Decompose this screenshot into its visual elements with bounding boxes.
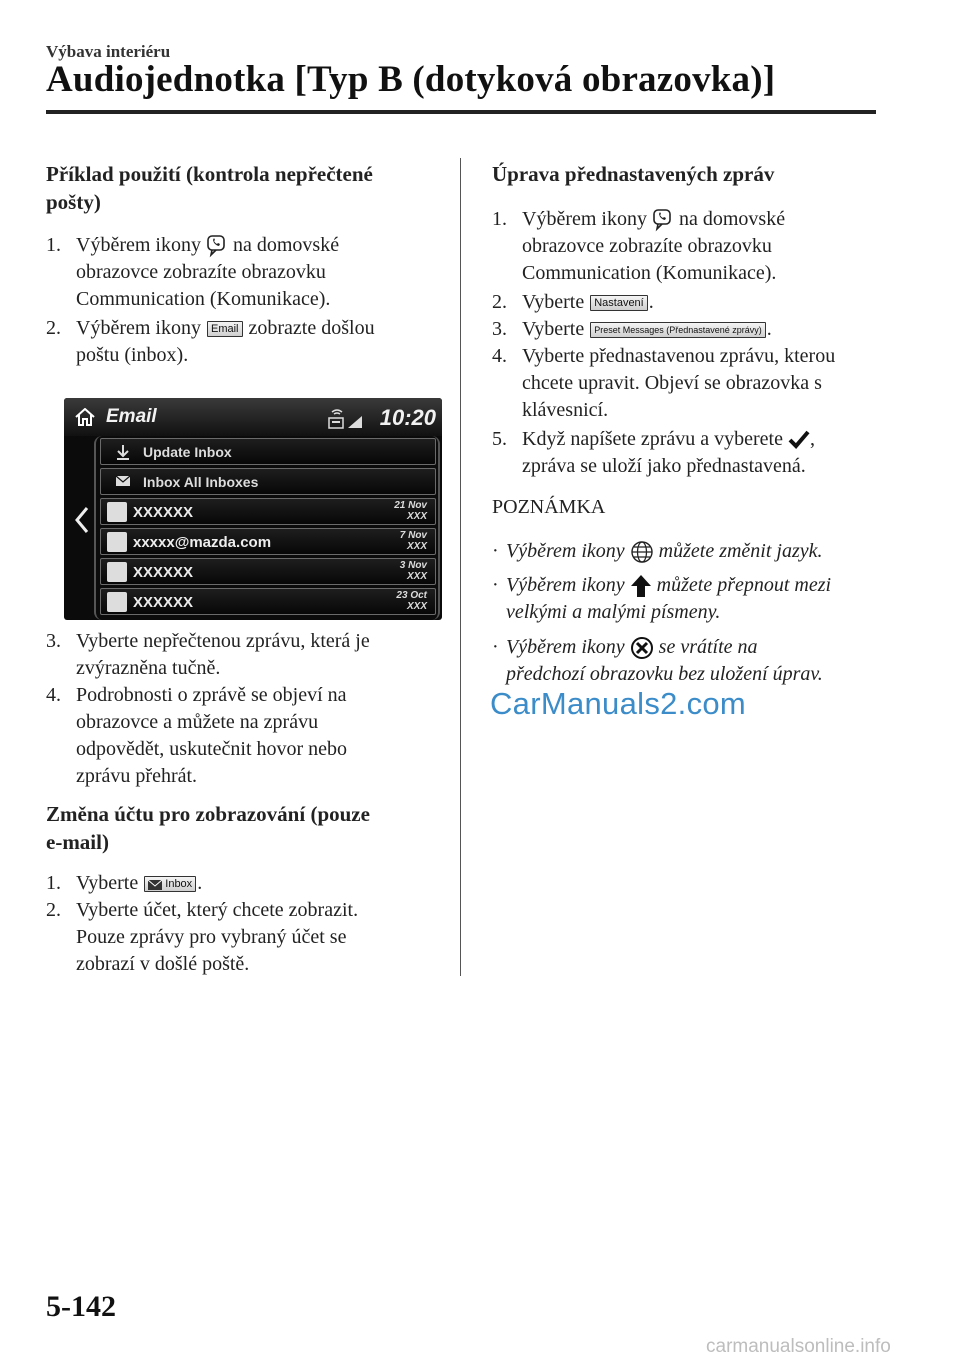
email-list	[100, 438, 436, 616]
home-icon[interactable]	[74, 408, 96, 426]
step-3-right: 3. Vyberte Preset Messages (Přednastavené zprávy) .	[492, 318, 772, 340]
watermark: CarManuals2.com	[490, 686, 747, 721]
update-inbox-row[interactable]: Update Inbox	[100, 438, 436, 465]
contact-avatar-icon	[107, 562, 127, 582]
settings-button[interactable]: Nastavení	[590, 295, 648, 311]
envelope-icon	[148, 880, 162, 890]
page-title: Audiojednotka [Typ B (dotyková obrazovka)]	[46, 59, 776, 100]
heading-unread-mail: Příklad použití (kontrola nepřečtené pošty)	[46, 162, 373, 214]
column-divider	[460, 158, 461, 976]
contact-avatar-icon	[107, 592, 127, 612]
envelope-icon	[115, 474, 131, 488]
message-row[interactable]: XXXXXX 23 Oct XXX	[100, 588, 436, 615]
step-3-left: 3. Vyberte nepřečtenou zprávu, která je zvýrazněna tučně.	[46, 630, 370, 679]
note-cancel: · Výběrem ikony se vrátíte na předchozí obrazovku bez uložení úprav.	[492, 636, 823, 685]
cancel-x-icon	[630, 636, 654, 660]
contact-avatar-icon	[107, 532, 127, 552]
section-label: Výbava interiéru	[46, 42, 171, 61]
note-title: POZNÁMKA	[492, 496, 606, 518]
step-2-right: 2. Vyberte Nastavení .	[492, 291, 654, 313]
email-screen	[64, 398, 442, 620]
screen-header	[64, 398, 442, 436]
shift-arrow-icon	[630, 574, 652, 598]
download-icon	[115, 444, 131, 460]
step-1-left: 1. Výběrem ikony na domovské obrazovce zobrazíte obrazovku Communication (Komunikace).	[46, 234, 340, 310]
screen-time: 10:20	[379, 405, 436, 430]
step-4-left: 4. Podrobnosti o zprávě se objeví na obrazovce a můžete na zprávu odpovědět, uskutečnit hovor nebo zprávu přehrát.	[46, 684, 348, 787]
note-language: · Výběrem ikony můžete změnit jazyk.	[492, 538, 892, 565]
status-icons	[324, 406, 364, 430]
contact-avatar-icon	[107, 502, 127, 522]
step-5-right: 5. Když napíšete zprávu a vyberete , zpráva se uloží jako přednastavená.	[492, 428, 815, 477]
inbox-all-row[interactable]: Inbox All Inboxes	[100, 468, 436, 495]
back-arrow-icon[interactable]	[74, 506, 90, 534]
inbox-button[interactable]: Inbox	[144, 876, 196, 892]
footer-site: carmanualsonline.info	[706, 1336, 891, 1357]
step-2-left: 2. Výběrem ikony Email zobrazte došlou poštu (inbox).	[46, 317, 375, 366]
step-1-account: 1. Vyberte Inbox .	[46, 872, 203, 894]
message-row[interactable]: XXXXXX 3 Nov XXX	[100, 558, 436, 585]
note-shift: · Výběrem ikony můžete přepnout mezi velkými a malými písmeny.	[492, 574, 832, 623]
page-number: 5-142	[46, 1290, 116, 1323]
screen-title: Email	[106, 406, 157, 427]
step-4-right: 4. Vyberte přednastavenou zprávu, kterou chcete upravit. Objeví se obrazovka s klávesnicí.	[492, 345, 836, 421]
title-rule	[46, 110, 876, 114]
communication-icon	[652, 208, 674, 232]
step-2-account: 2. Vyberte účet, který chcete zobrazit. Pouze zprávy pro vybraný účet se zobrazí v došlé poště.	[46, 899, 359, 975]
heading-preset-messages: Úprava přednastavených zpráv	[492, 162, 775, 186]
communication-icon	[206, 234, 228, 258]
step-1-right: 1. Výběrem ikony na domovské obrazovce zobrazíte obrazovku Communication (Komunikace).	[492, 208, 786, 284]
heading-change-account: Změna účtu pro zobrazování (pouze e-mail)	[46, 802, 370, 854]
email-button[interactable]: Email	[207, 321, 243, 337]
checkmark-icon	[788, 430, 810, 450]
message-row[interactable]: XXXXXX 21 Nov XXX	[100, 498, 436, 525]
preset-messages-button[interactable]: Preset Messages (Přednastavené zprávy)	[590, 322, 766, 338]
message-row[interactable]: xxxxx@mazda.com 7 Nov XXX	[100, 528, 436, 555]
globe-icon	[630, 540, 654, 564]
